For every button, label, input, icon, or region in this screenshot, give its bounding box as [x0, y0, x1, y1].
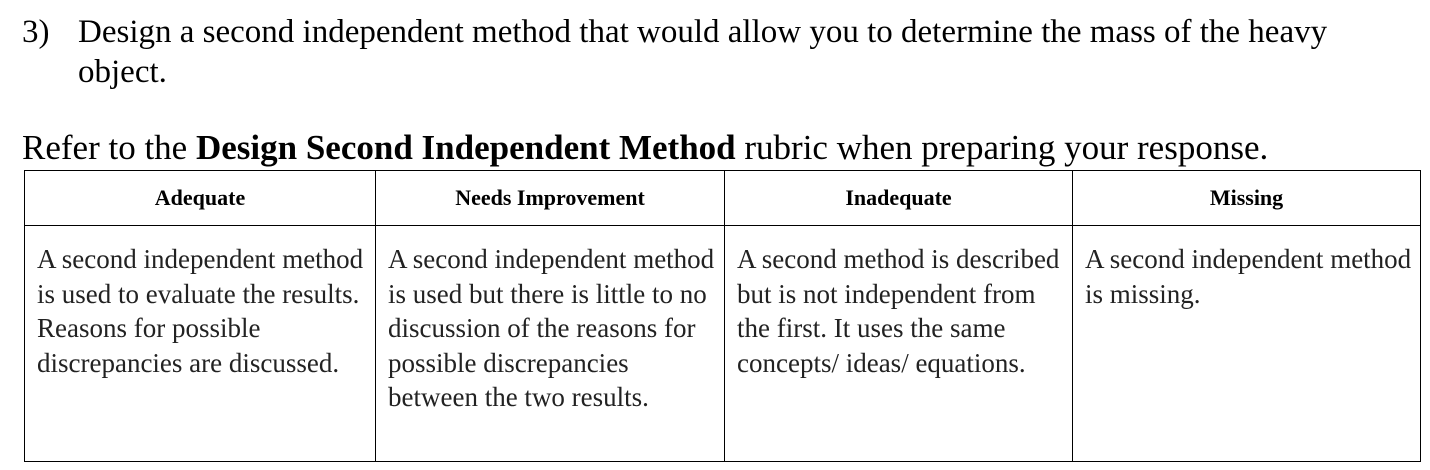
instruction-prefix: Refer to the: [22, 128, 196, 167]
rubric-header-row: [25, 171, 1421, 226]
cell-missing: A second independent method is missing.: [1073, 226, 1421, 462]
header-inadequate: Inadequate: [725, 171, 1073, 226]
question-text: Design a second independent method that would allow you to determine the mass of the heavy object.: [78, 14, 1328, 90]
header-adequate: Adequate: [25, 171, 376, 226]
cell-inadequate: A second method is described but is not independent from the first. It uses the same concepts/ ideas/ equations.: [725, 226, 1073, 462]
rubric-table: [24, 170, 1421, 462]
rubric-instruction: [22, 128, 1268, 168]
instruction-suffix: rubric when preparing your response.: [735, 128, 1269, 167]
cell-needs-improvement: A second independent method is used but there is little to no discussion of the reasons for possible discrepancies between the two results.: [376, 226, 725, 462]
header-missing: Missing: [1073, 171, 1421, 226]
cell-adequate: A second independent method is used to evaluate the results. Reasons for possible discrepancies are discussed.: [25, 226, 376, 462]
header-needs-improvement: Needs Improvement: [376, 171, 725, 226]
rubric-name: Design Second Independent Method: [195, 128, 736, 167]
question-number: 3): [22, 14, 50, 50]
rubric-criteria-row: [25, 226, 1421, 462]
